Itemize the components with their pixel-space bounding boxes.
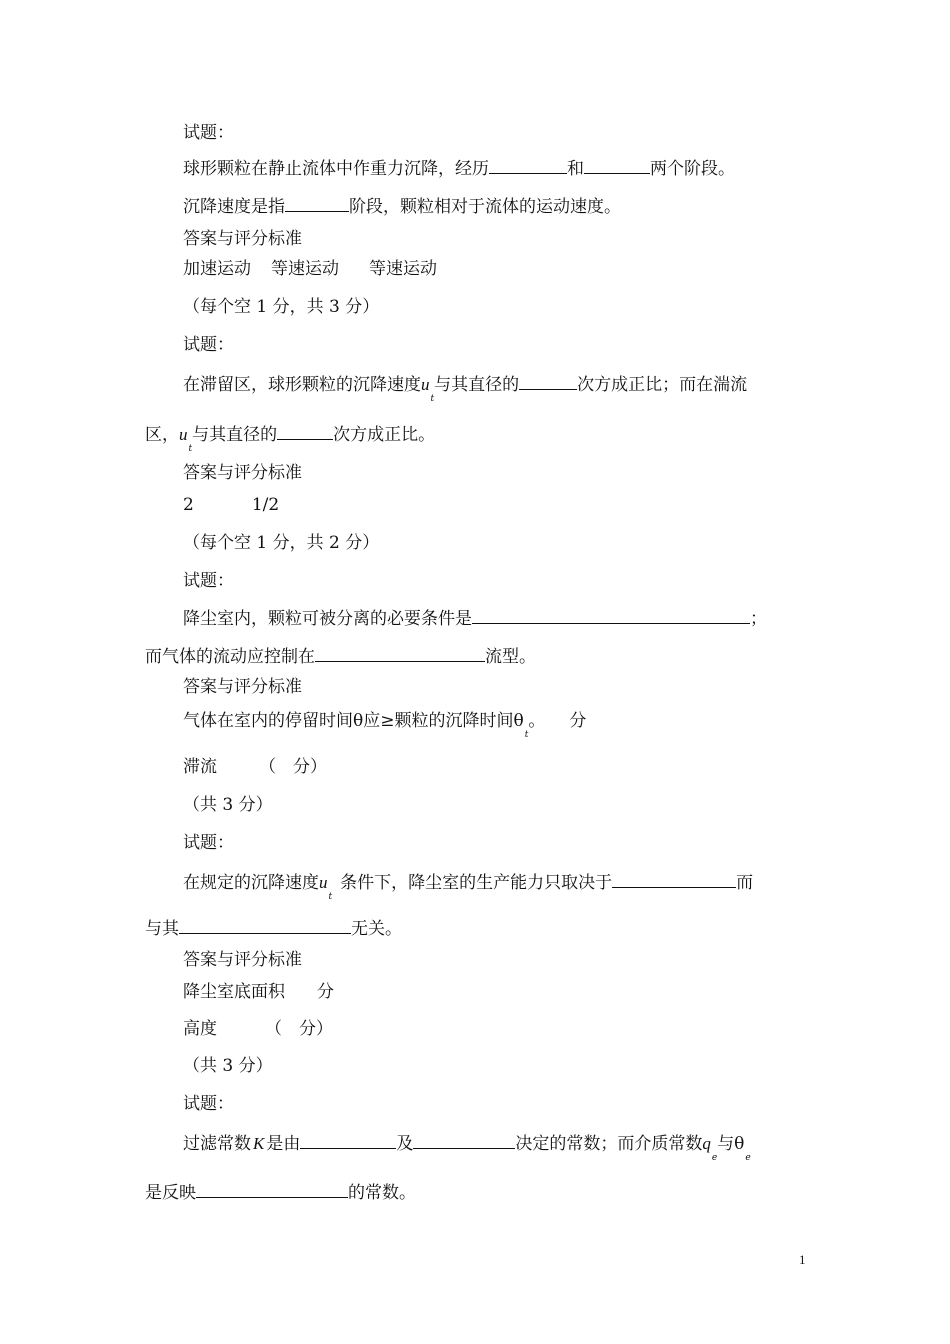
q1-line1 [183, 158, 735, 180]
q4-blank-2[interactable] [179, 918, 351, 934]
q2-answers [183, 494, 279, 516]
q3-text: ； [750, 609, 767, 629]
q2-text: 与其直径的 [434, 375, 520, 395]
q3-line2 [145, 646, 536, 668]
q1-blank-1[interactable] [489, 158, 567, 174]
q3-answer-2-text: 滞流 [183, 757, 217, 777]
q3-answer-1-score: 分 [569, 711, 587, 731]
q5-qe-symbol: q [702, 1134, 711, 1153]
q3-answer-text: 。 [528, 711, 546, 731]
q4-label: 试题： [183, 833, 234, 853]
q3-scoring: （共 3 分） [183, 795, 273, 815]
q5-text: 过滤常数 [183, 1134, 251, 1154]
q3-label: 试题： [183, 571, 234, 591]
q5-k-symbol: K [253, 1134, 265, 1153]
q2-text: 区， [145, 425, 179, 445]
q3-answer-label: 答案与评分标准 [183, 677, 302, 697]
q4-answer-2-score: （ 分） [265, 1019, 333, 1039]
q1-answer-1: 加速运动 [183, 259, 251, 279]
q2-text: 在滞留区，球形颗粒的沉降速度 [183, 375, 421, 395]
q5-blank-3[interactable] [196, 1182, 348, 1198]
q4-answer-1-text: 降尘室底面积 [183, 982, 285, 1002]
q5-blank-2[interactable] [413, 1133, 515, 1149]
q4-text: 而 [736, 873, 754, 893]
q4-scoring: （共 3 分） [183, 1056, 273, 1076]
q4-answer-1 [183, 981, 334, 1003]
q5-qe-subscript: e [711, 1153, 718, 1163]
q3-text: 降尘室内，颗粒可被分离的必要条件是 [183, 609, 472, 629]
q2-text: 与其直径的 [192, 425, 278, 445]
q3-text: 流型。 [485, 647, 536, 667]
q3-text: 而气体的流动应控制在 [145, 647, 315, 667]
q5-text: 是反映 [145, 1183, 196, 1203]
q3-answer-2-score: （ 分） [259, 757, 327, 777]
q3-blank-1[interactable] [472, 608, 750, 624]
q1-text: 沉降速度是指 [183, 197, 285, 217]
q5-line1 [183, 1133, 751, 1163]
page-number: 1 [799, 1252, 806, 1267]
q2-ut-subscript-2: t [188, 444, 193, 454]
q1-line2 [183, 196, 621, 218]
q1-answer-2: 等速运动 [271, 259, 339, 279]
q3-theta-subscript: t [524, 730, 529, 740]
q2-ut-symbol: u [421, 375, 430, 394]
q3-answer-text: 气体在室内的停留时间θ应≥颗粒的沉降时间θ [183, 711, 524, 731]
q4-text: 条件下，降尘室的生产能力只取决于 [340, 873, 613, 893]
q1-answers [183, 258, 437, 280]
q4-text: 无关。 [351, 919, 402, 939]
q5-text: 及 [396, 1134, 414, 1154]
q1-text: 球形颗粒在静止流体中作重力沉降，经历 [183, 159, 489, 179]
q5-label: 试题： [183, 1094, 234, 1114]
q2-label: 试题： [183, 335, 234, 355]
q4-answer-2 [183, 1018, 333, 1040]
q4-answer-1-score: 分 [317, 982, 334, 1002]
q5-text: 决定的常数；而介质常数 [515, 1134, 703, 1154]
q2-text: 次方成正比。 [333, 425, 436, 445]
q3-blank-2[interactable] [315, 646, 485, 662]
q1-text: 和 [567, 159, 584, 179]
q4-text: 与其 [145, 919, 179, 939]
q3-answer-2 [183, 756, 327, 778]
q4-blank-1[interactable] [612, 872, 736, 888]
q2-line1 [183, 374, 748, 404]
q1-blank-2[interactable] [584, 158, 650, 174]
q5-theta-subscript: e [745, 1153, 751, 1163]
q2-blank-1[interactable] [519, 374, 577, 390]
q2-blank-2[interactable] [277, 424, 333, 440]
q2-ut-subscript: t [430, 394, 435, 404]
q1-label: 试题： [183, 123, 234, 143]
q4-answer-label: 答案与评分标准 [183, 950, 302, 970]
q1-scoring: （每个空 1 分，共 3 分） [183, 297, 380, 317]
q1-answer-label: 答案与评分标准 [183, 229, 302, 249]
q4-text: 在规定的沉降速度 [183, 873, 319, 893]
q5-text: 与θ [717, 1134, 745, 1154]
q2-scoring: （每个空 1 分，共 2 分） [183, 533, 380, 553]
q4-line2 [145, 918, 402, 940]
q5-line2 [145, 1182, 416, 1204]
q2-answer-1: 2 [183, 495, 194, 515]
q4-ut-symbol: u [319, 873, 328, 892]
q5-blank-1[interactable] [300, 1133, 396, 1149]
q4-answer-2-text: 高度 [183, 1019, 217, 1039]
q2-answer-label: 答案与评分标准 [183, 463, 302, 483]
q2-answer-2: 1/2 [251, 495, 280, 515]
q3-line1 [183, 608, 767, 630]
q5-text: 是由 [266, 1134, 301, 1154]
q2-text: 次方成正比；而在湍流 [577, 375, 748, 395]
q5-text: 的常数。 [348, 1183, 416, 1203]
q4-ut-subscript: t [328, 892, 333, 902]
q1-blank-3[interactable] [285, 196, 349, 212]
q1-text: 两个阶段。 [650, 159, 735, 179]
q1-answer-3: 等速运动 [369, 259, 437, 279]
q3-answer-1 [183, 710, 587, 740]
q2-line2 [145, 424, 436, 454]
q1-text: 阶段，颗粒相对于流体的运动速度。 [349, 197, 621, 217]
q4-line1 [183, 872, 754, 902]
q2-ut-symbol-2: u [179, 425, 188, 444]
